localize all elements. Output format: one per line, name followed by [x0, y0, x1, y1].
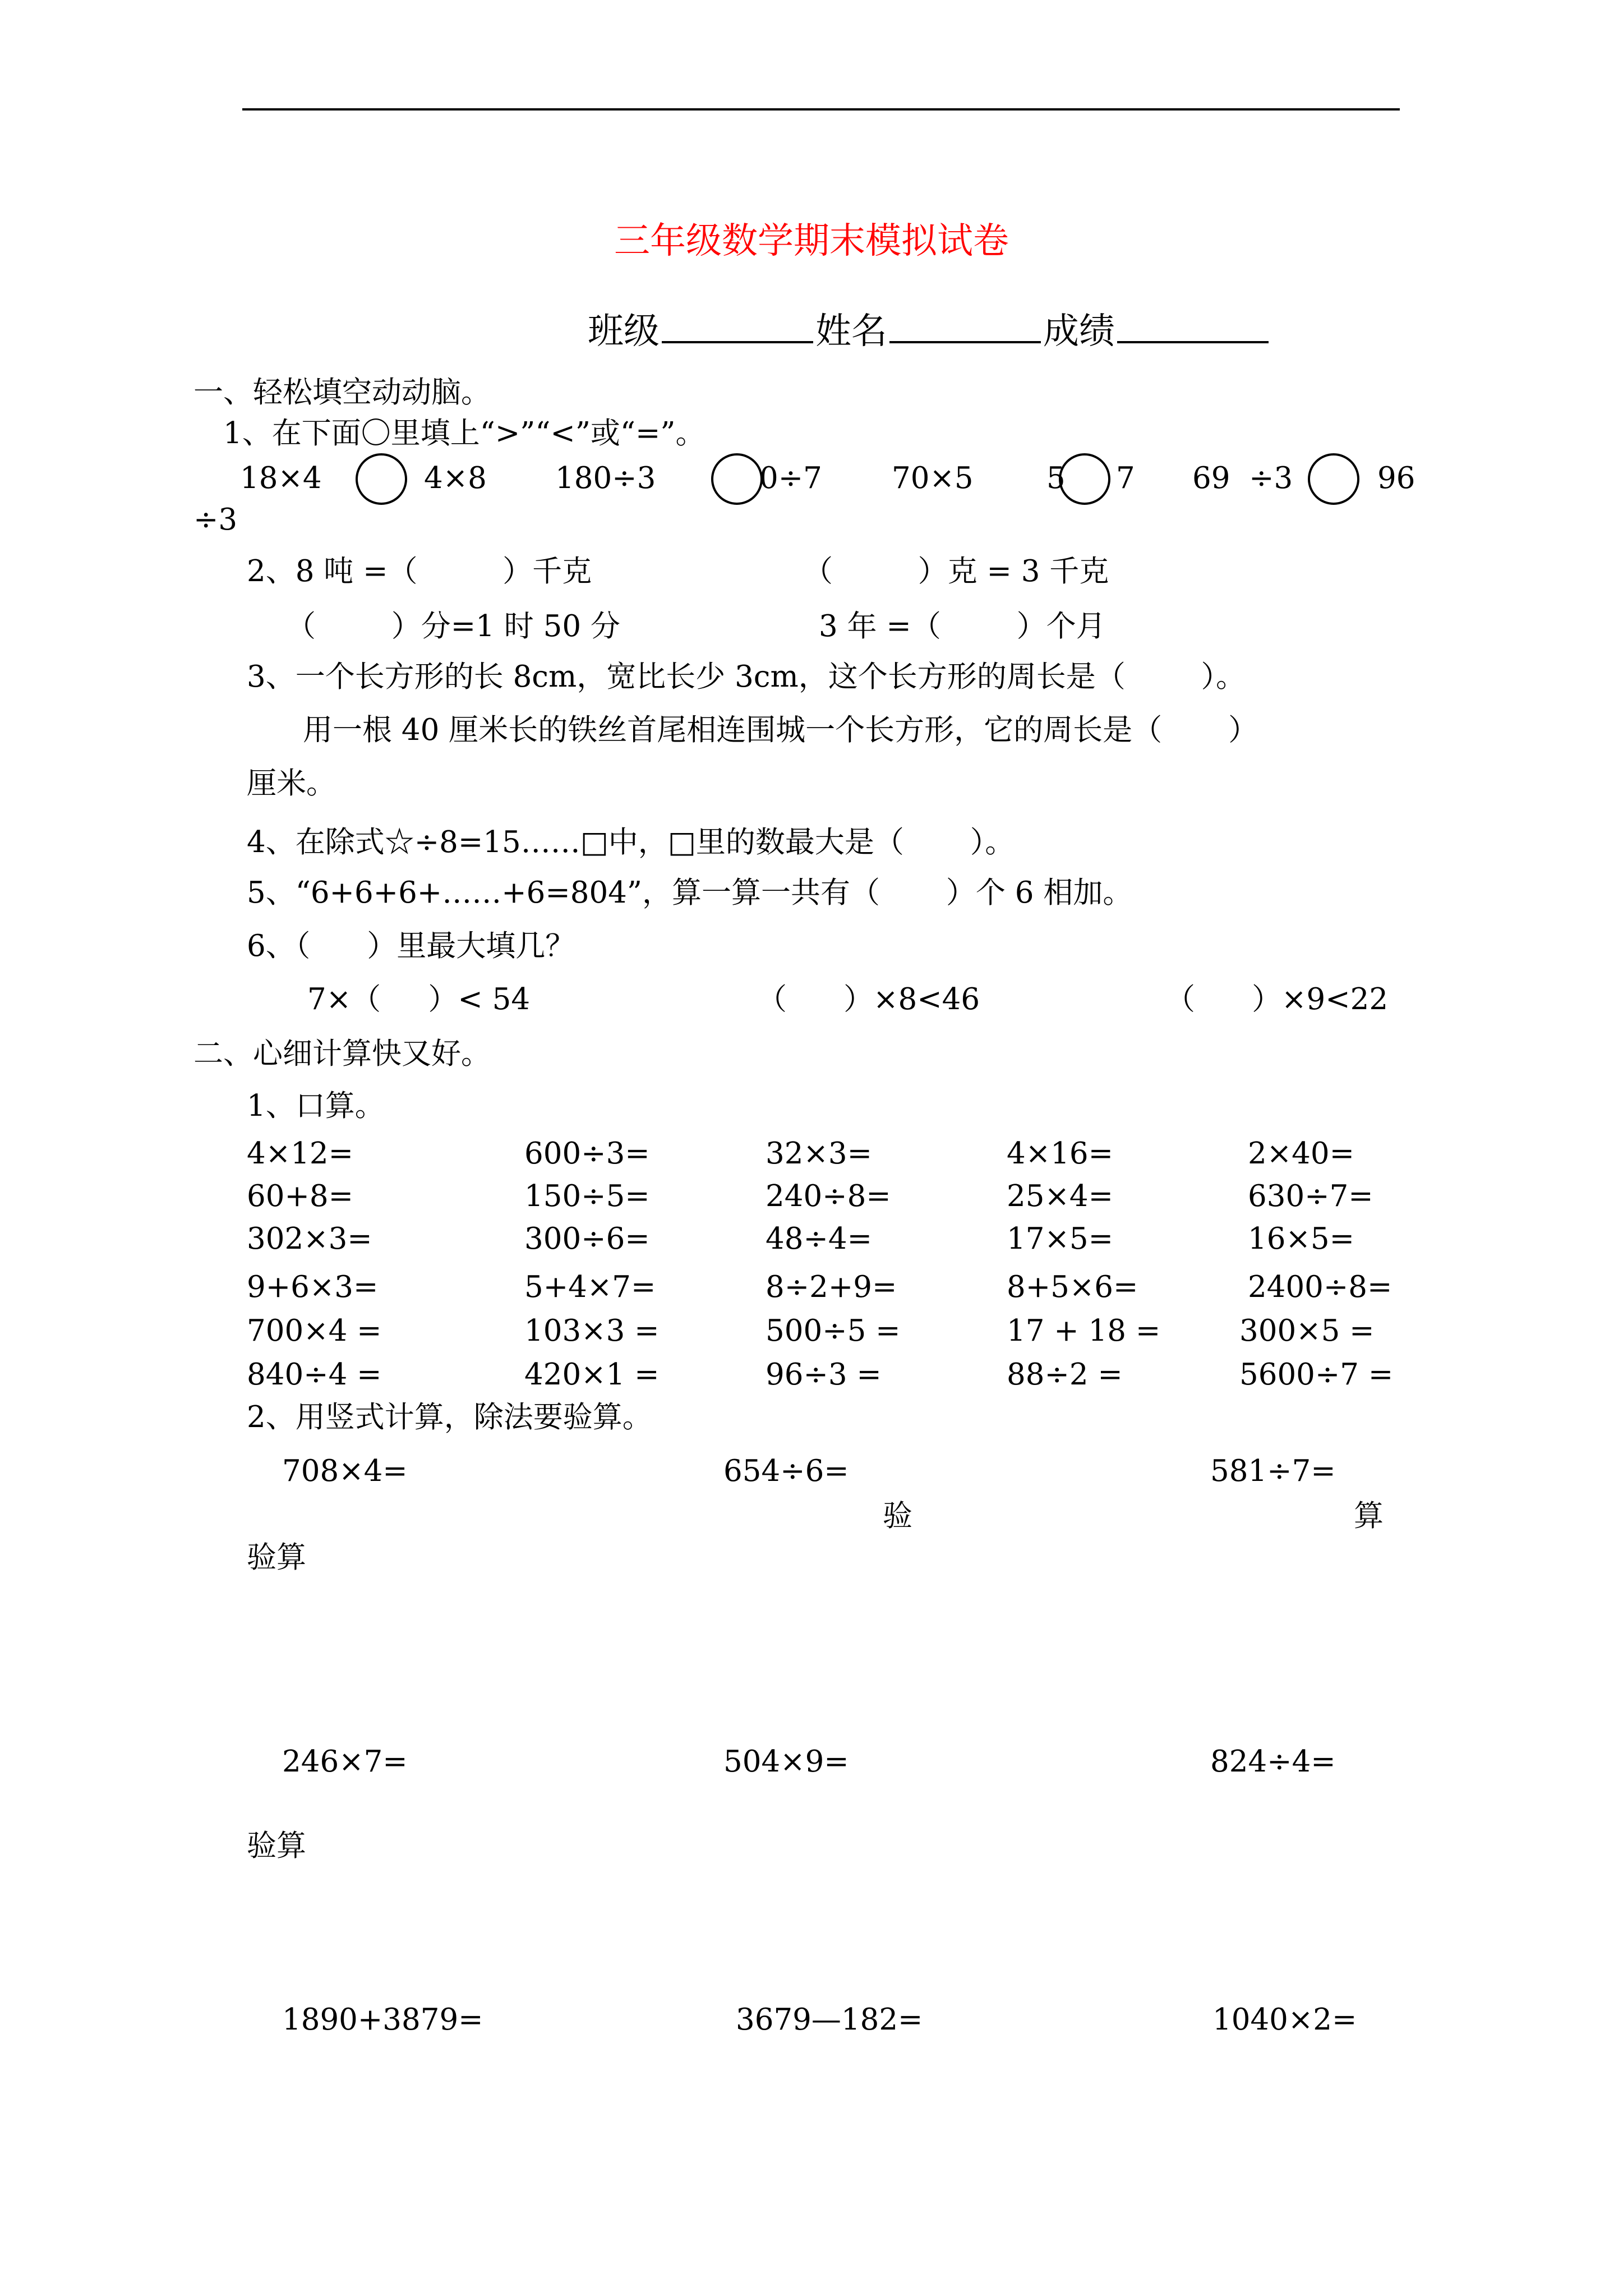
- oral-cell: 60+8=: [247, 1179, 353, 1213]
- compare-item-7: 7: [1116, 461, 1135, 495]
- vertical-calc-item: 1040×2=: [1212, 2003, 1357, 2037]
- section2-heading: 二、心细计算快又好。: [193, 1037, 491, 1071]
- compare-item-3: 180÷3: [555, 461, 656, 495]
- check-label-right: 算: [1354, 1499, 1384, 1533]
- q2-line1b: （ ）克 = 3 千克: [803, 554, 1109, 588]
- page-title: 三年级数学期末模拟试卷: [614, 220, 1009, 262]
- oral-cell: 17 + 18 =: [1007, 1314, 1161, 1348]
- oral-cell: 500÷5 =: [766, 1314, 901, 1348]
- oral-cell: 150÷5=: [524, 1179, 650, 1213]
- q6-prompt: 6、（ ）里最大填几？: [247, 929, 575, 963]
- q2-line2a: （ ）分=1 时 50 分: [286, 609, 620, 643]
- oral-cell: 4×16=: [1007, 1137, 1113, 1171]
- q1-prompt: 1、在下面〇里填上“>”“<”或“=”。: [223, 416, 706, 450]
- oral-cell: 48÷4=: [766, 1222, 872, 1256]
- oral-cell: 8+5×6=: [1007, 1270, 1138, 1304]
- compare-circle-2[interactable]: [711, 453, 763, 505]
- student-info-line: [588, 310, 1271, 352]
- compare-item-2: 4×8: [424, 461, 487, 495]
- section1-heading: 一、轻松填空动动脑。: [193, 375, 491, 409]
- score-blank[interactable]: [1117, 310, 1269, 343]
- vertical-calc-item: 1890+3879=: [282, 2003, 483, 2037]
- compare-item-8: 69 ÷3: [1192, 461, 1293, 495]
- vertical-calc-item: 708×4=: [282, 1454, 408, 1488]
- oral-cell: 5+4×7=: [524, 1270, 656, 1304]
- oral-cell: 700×4 =: [247, 1314, 382, 1348]
- check-label: 验算: [247, 1540, 306, 1575]
- compare-item-9: 96: [1377, 461, 1415, 495]
- compare-item-5: 70×5: [892, 461, 974, 495]
- check-label-left: 验: [883, 1499, 912, 1533]
- class-blank[interactable]: [662, 310, 813, 343]
- oral-cell: 96÷3 =: [766, 1358, 882, 1392]
- oral-cell: 103×3 =: [524, 1314, 660, 1348]
- oral-cell: 4×12=: [247, 1137, 353, 1171]
- compare-item-4: 0÷7: [759, 461, 822, 495]
- oral-cell: 2×40=: [1248, 1137, 1354, 1171]
- q4-text: 4、在除式☆÷8=15……□中，□里的数最大是（ ）。: [247, 825, 1015, 859]
- oral-cell: 16×5=: [1248, 1222, 1354, 1256]
- q3-line3: 厘米。: [247, 766, 336, 800]
- vertical-calc-item: 824÷4=: [1210, 1745, 1336, 1779]
- q6-item-2: （ ）×8<46: [757, 982, 980, 1016]
- compare-circle-3[interactable]: [1059, 453, 1110, 505]
- q3-line1: 3、一个长方形的长 8cm，宽比长少 3cm，这个长方形的周长是（ ）。: [247, 660, 1246, 694]
- vertical-calc-item: 504×9=: [723, 1745, 849, 1779]
- name-blank[interactable]: [889, 310, 1041, 343]
- oral-cell: 17×5=: [1007, 1222, 1113, 1256]
- oral-cell: 300÷6=: [524, 1222, 650, 1256]
- q2-line1a: 2、8 吨 =（ ）千克: [247, 554, 592, 588]
- q2-line2b: 3 年 =（ ）个月: [819, 609, 1106, 643]
- class-label: 班级: [588, 311, 660, 352]
- oral-cell: 8÷2+9=: [766, 1270, 897, 1304]
- oral-cell: 840÷4 =: [247, 1358, 382, 1392]
- q6-item-1: 7×（ ）< 54: [307, 982, 531, 1016]
- oral-cell: 240÷8=: [766, 1179, 891, 1213]
- compare-item-6: 5: [1046, 461, 1066, 495]
- oral-cell: 9+6×3=: [247, 1270, 379, 1304]
- oral-calc-prompt: 1、口算。: [247, 1089, 385, 1123]
- vertical-calc-item: 246×7=: [282, 1745, 408, 1779]
- vertical-calc-prompt: 2、用竖式计算，除法要验算。: [247, 1400, 652, 1434]
- header-rule: [242, 108, 1400, 111]
- oral-cell: 630÷7=: [1248, 1179, 1373, 1213]
- vertical-calc-item: 3679—182=: [736, 2003, 923, 2037]
- oral-cell: 25×4=: [1007, 1179, 1113, 1213]
- oral-cell: 2400÷8=: [1248, 1270, 1393, 1304]
- name-label: 姓名: [815, 311, 887, 352]
- oral-cell: 600÷3=: [524, 1137, 650, 1171]
- q5-text: 5、“6+6+6+……+6=804”，算一算一共有（ ）个 6 相加。: [247, 876, 1133, 910]
- oral-cell: 300×5 =: [1239, 1314, 1375, 1348]
- oral-cell: 5600÷7 =: [1239, 1358, 1394, 1392]
- oral-cell: 302×3=: [247, 1222, 372, 1256]
- compare-item-wrap: ÷3: [193, 503, 238, 537]
- oral-cell: 32×3=: [766, 1137, 872, 1171]
- vertical-calc-item: 581÷7=: [1210, 1454, 1336, 1488]
- q6-item-3: （ ）×9<22: [1165, 982, 1389, 1016]
- oral-cell: 420×1 =: [524, 1358, 660, 1392]
- compare-circle-4[interactable]: [1308, 453, 1359, 505]
- oral-cell: 88÷2 =: [1007, 1358, 1123, 1392]
- score-label: 成绩: [1043, 311, 1115, 352]
- compare-circle-1[interactable]: [356, 453, 407, 505]
- check-label-2: 验算: [247, 1829, 306, 1863]
- vertical-calc-item: 654÷6=: [723, 1454, 849, 1488]
- q3-line2: 用一根 40 厘米长的铁丝首尾相连围城一个长方形，它的周长是（ ）: [303, 713, 1258, 747]
- compare-item-1: 18×4: [240, 461, 322, 495]
